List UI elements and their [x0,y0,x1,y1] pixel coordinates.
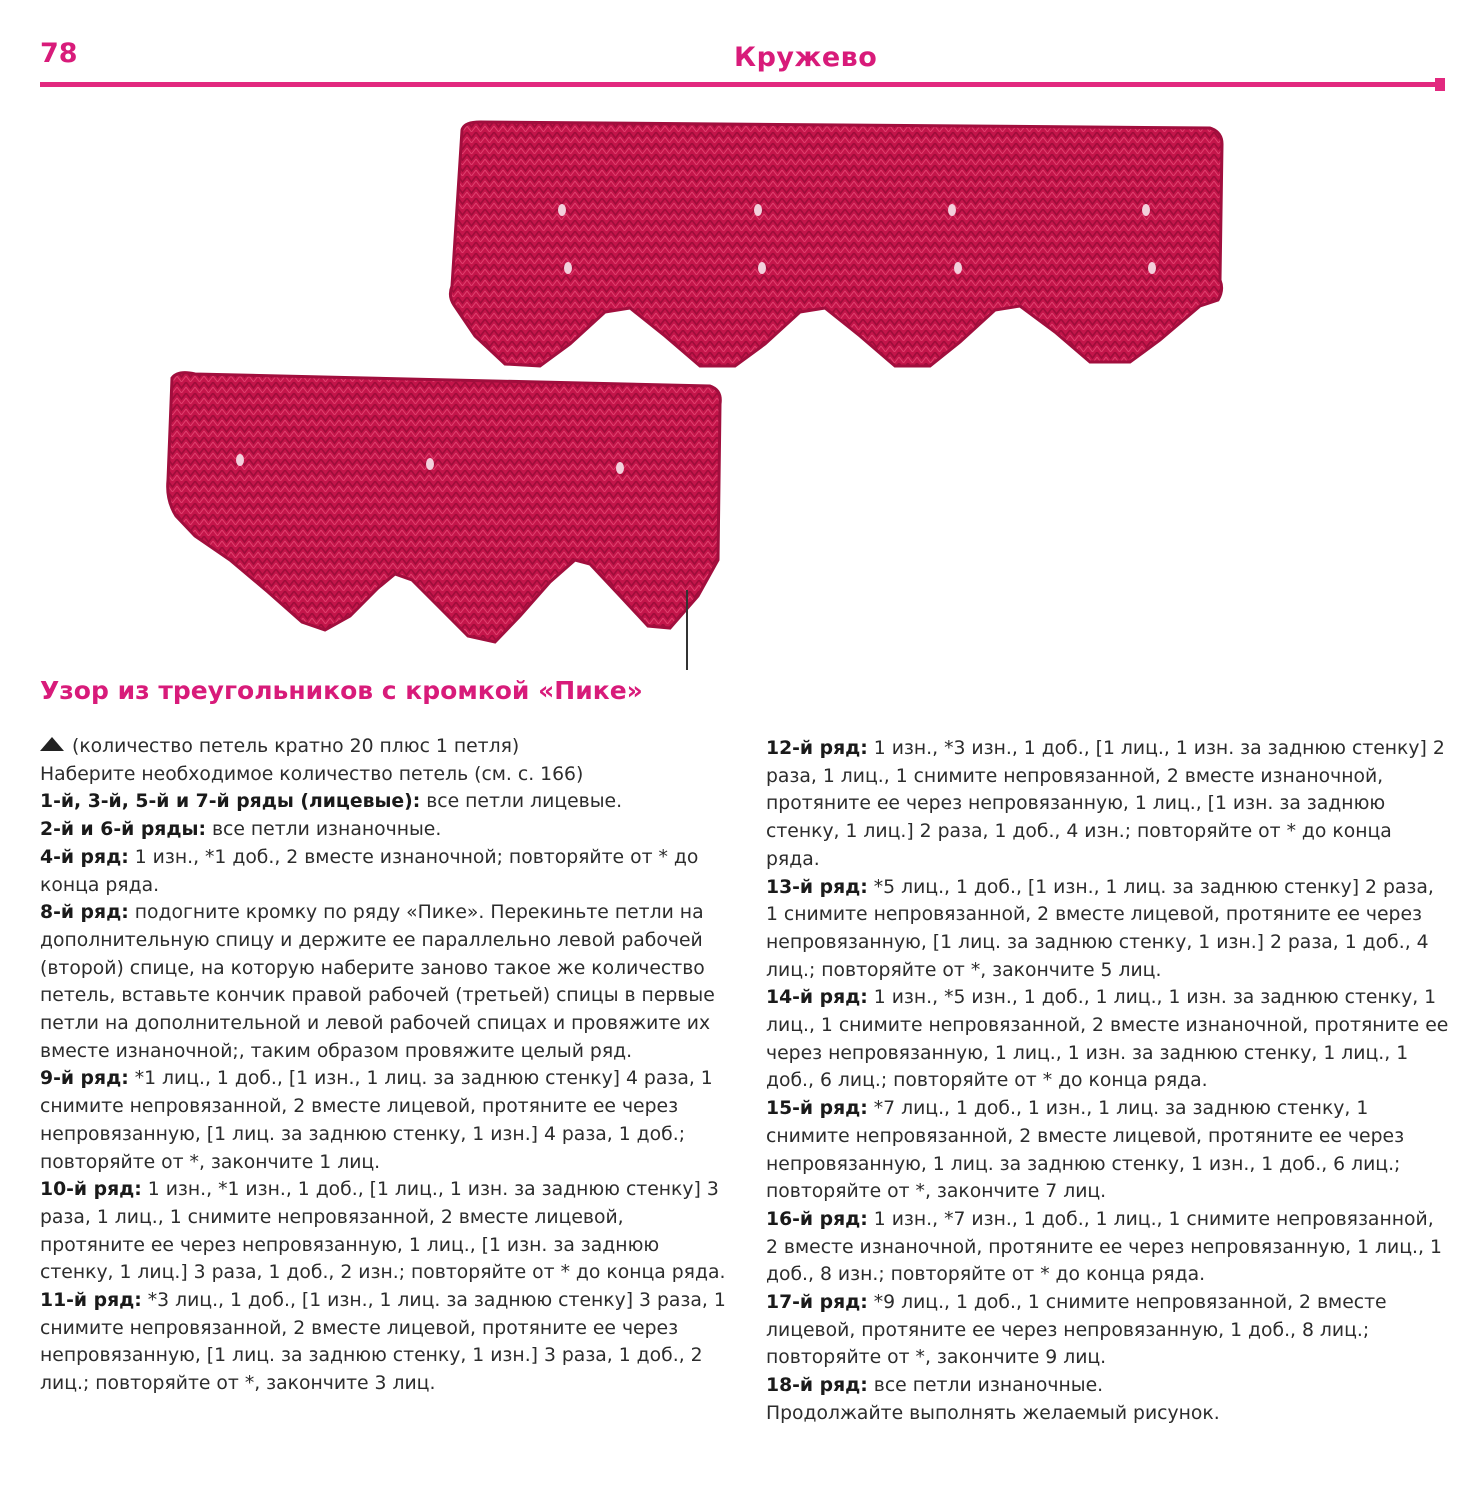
header-rule-end [1435,78,1445,91]
pattern-title: Узор из треугольников с кромкой «Пике» [40,676,643,705]
row-instruction [40,1065,730,1176]
row-text: *5 лиц., 1 доб., [1 изн., 1 лиц. за заднюю стенку] 2 раза, 1 снимите непровязанной, 2 вместе лицевой, протяните ее через непровязанную, [1 лиц. за заднюю стенку, 1 изн.] 2 раза, 1 доб., 4 лиц.; повторяйте от *, закончите 5 лиц. [766,876,1434,981]
stitch-count-text: (количество петель кратно 20 плюс 1 петля) [72,736,520,757]
pointer-line [686,590,688,670]
row-label: 9-й ряд: [40,1068,129,1090]
row-label: 8-й ряд: [40,902,129,924]
row-text: *1 лиц., 1 доб., [1 изн., 1 лиц. за заднюю стенку] 4 раза, 1 снимите непровязанной, 2 вместе лицевой, протяните ее через непровязанную, [1 лиц. за заднюю стенку, 1 изн.] 4 раза, 1 доб.; повторяйте от *, закончите 1 лиц. [40,1068,713,1173]
row-text: подогните кромку по ряду «Пике». Перекиньте петли на дополнительную спицу и держите ее параллельно левой рабочей (второй) спице, на которую наберите заново такое же количество петель, вставьте кончик правой рабочей (третьей) спицы в первые петли на дополнительной и левой рабочей спицах и провяжите их вместе изнаночной;, таким образом провяжите целый ряд. [40,902,715,1062]
row-instruction [766,874,1451,985]
row-text: *7 лиц., 1 доб., 1 изн., 1 лиц. за заднюю стенку, 1 снимите непровязанной, 2 вместе лицевой, протяните ее через непровязанную, 1 лиц. за заднюю стенку, 1 изн., 1 доб., 6 лиц.; повторяйте от *, закончите 7 лиц. [766,1098,1405,1203]
row-label: 4-й ряд: [40,846,129,868]
row-instruction [40,816,730,844]
row-label: 2-й и 6-й ряды: [40,819,206,841]
row-label: 16-й ряд: [766,1208,868,1230]
instructions-left-column [40,733,730,1398]
cast-on-note: Наберите необходимое количество петель (см. с. 166) [40,763,584,785]
closing-note: Продолжайте выполнять желаемый рисунок. [766,1402,1220,1424]
row-text: *3 лиц., 1 доб., [1 изн., 1 лиц. за заднюю стенку] 3 раза, 1 снимите непровязанной, 2 вместе лицевой, протяните ее через непровязанную, [1 лиц. за заднюю стенку, 1 изн.] 3 раза, 1 доб., 2 лиц.; повторяйте от *, закончите 3 лиц. [40,1290,726,1395]
stitch-count-note [40,733,730,761]
row-instruction [766,1289,1451,1372]
row-label: 11-й ряд: [40,1290,142,1312]
row-label: 13-й ряд: [766,876,868,898]
section-title: Кружево [734,42,878,73]
row-instruction [40,844,730,899]
row-label: 17-й ряд: [766,1292,868,1314]
triangle-up-icon [40,737,64,751]
row-instruction [40,1287,730,1398]
row-instruction [40,899,730,1065]
row-text: 1 изн., *1 доб., 2 вместе изнаночной; повторяйте от * до конца ряда. [40,846,699,896]
header-rule [40,82,1445,87]
row-text: 1 изн., *5 изн., 1 доб., 1 лиц., 1 изн. за заднюю стенку, 1 лиц., 1 снимите непровязанной, 2 вместе изнаночной, протяните ее через непровязанную, 1 лиц., 1 изн. за заднюю стенку, 1 лиц., 1 доб., 6 лиц.; повторяйте от * до конца ряда. [766,987,1449,1092]
row-instruction [766,1206,1451,1289]
row-instruction [40,788,730,816]
knitted-swatch-photo-bottom [150,360,730,650]
row-text: *9 лиц., 1 доб., 1 снимите непровязанной, 2 вместе лицевой, протяните ее через непровязанную, 1 доб., 8 лиц.; повторяйте от *, закончите 9 лиц. [766,1292,1387,1369]
page-number: 78 [40,38,78,69]
row-instruction [40,1176,730,1287]
row-label: 12-й ряд: [766,738,868,759]
row-instruction [766,1372,1451,1400]
row-label: 10-й ряд: [40,1179,142,1201]
row-text: 1 изн., *7 изн., 1 доб., 1 лиц., 1 снимите непровязанной, 2 вместе изнаночной, протяните ее через непровязанную, 1 лиц., 1 доб., 8 изн.; повторяйте от * до конца ряда. [766,1208,1442,1286]
row-text: все петли изнаночные. [206,819,442,841]
row-instruction [766,735,1451,874]
row-instruction [766,1095,1451,1206]
row-label: 1-й, 3-й, 5-й и 7-й ряды (лицевые): [40,791,421,813]
row-label: 14-й ряд: [766,987,868,1009]
instructions-right-column [766,735,1451,1428]
row-text: все петли изнаночные. [867,1375,1104,1397]
row-label: 15-й ряд: [766,1098,868,1120]
row-instruction [766,984,1451,1095]
knitted-swatch-photo-top [440,110,1230,390]
row-label: 18-й ряд: [766,1375,868,1397]
row-text: все петли лицевые. [420,791,623,813]
row-text: 1 изн., *3 изн., 1 доб., [1 лиц., 1 изн. за заднюю стенку] 2 раза, 1 лиц., 1 снимите непровязанной, 2 вместе изнаночной, протяните ее через непровязанную, 1 лиц., [1 изн. за заднюю стенку, 1 лиц.] 2 раза, 1 доб., 4 изн.; повторяйте от * до конца ряда. [766,738,1445,870]
row-text: 1 изн., *1 изн., 1 доб., [1 лиц., 1 изн. за заднюю стенку] 3 раза, 1 лиц., 1 снимите непровязанной, 2 вместе лицевой, протяните ее через непровязанную, 1 лиц., [1 изн. за заднюю стенку, 1 лиц.] 3 раза, 1 доб., 2 изн.; повторяйте от * до конца ряда. [40,1179,726,1284]
